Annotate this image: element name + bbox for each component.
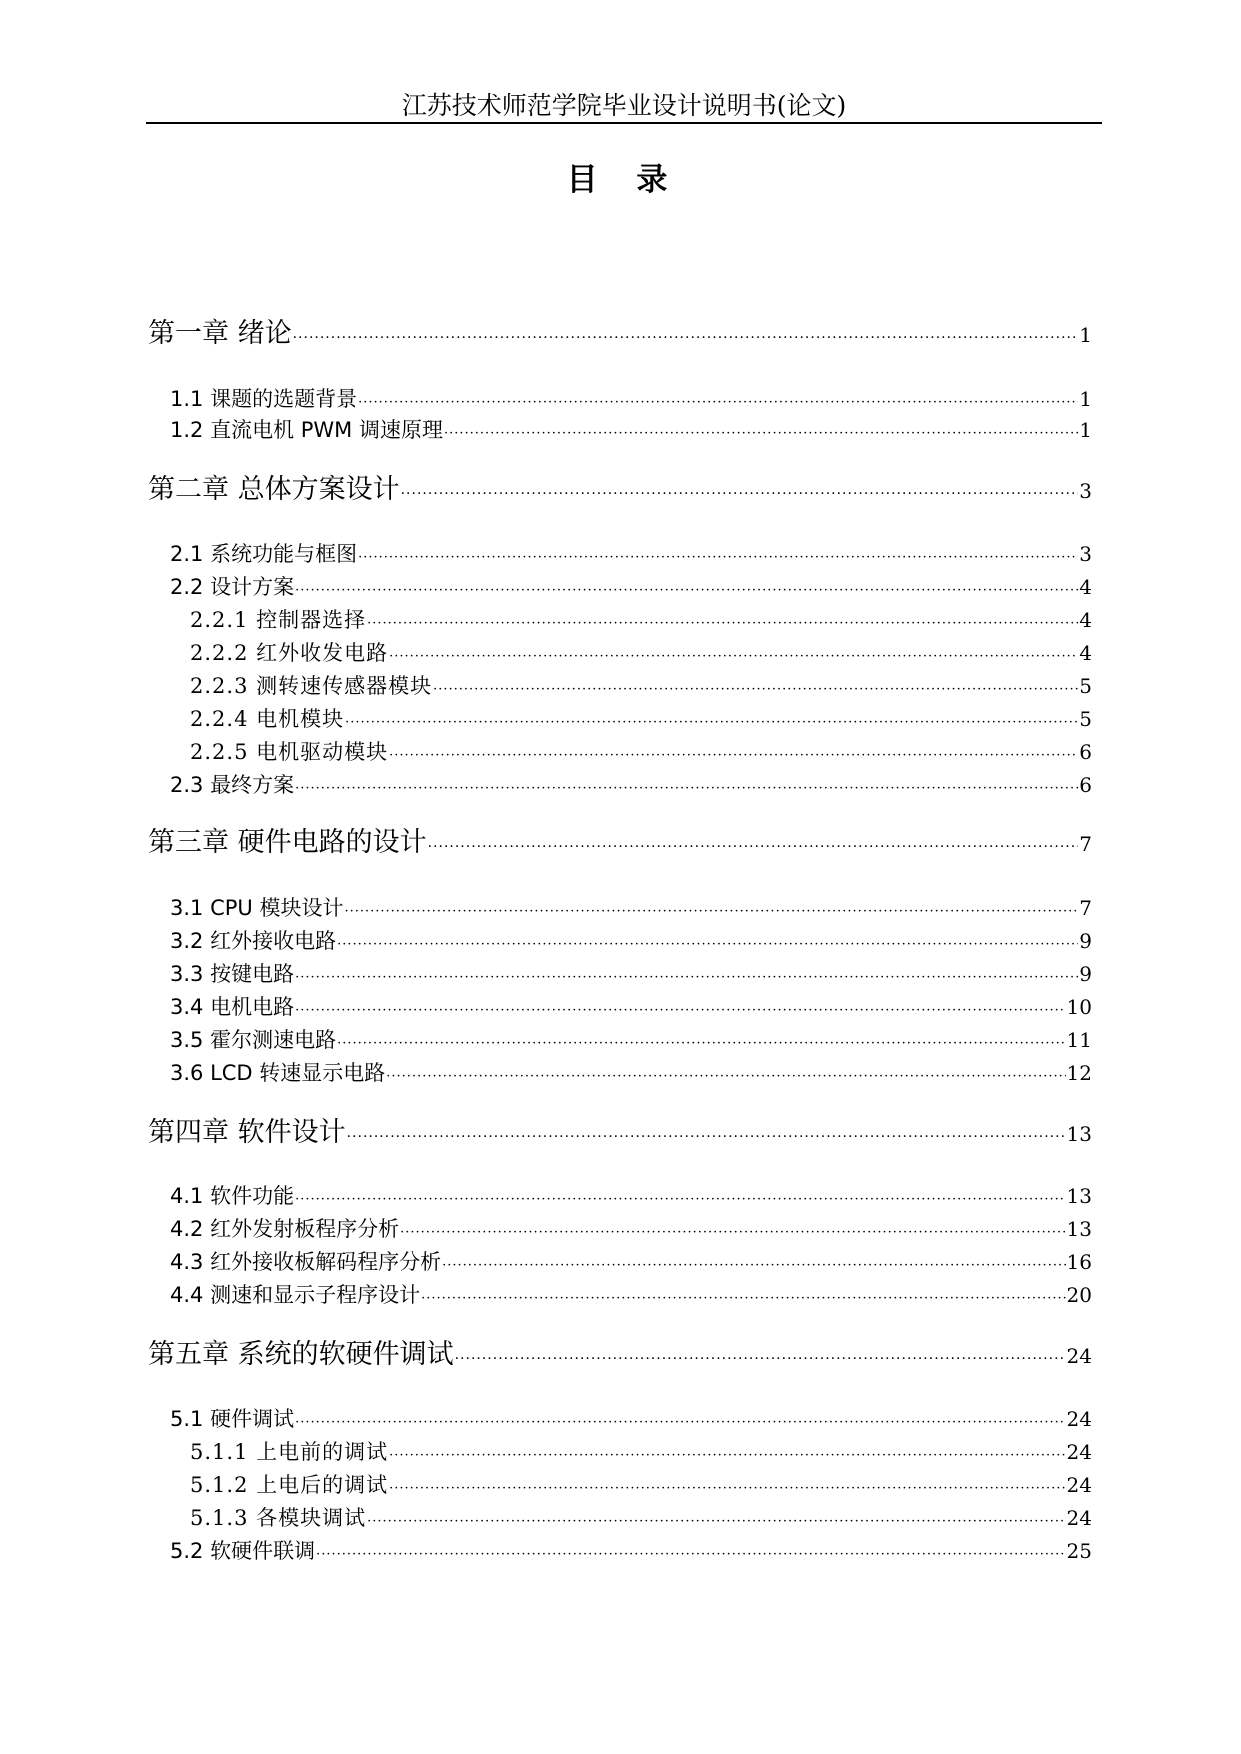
toc-section-5-1[interactable]: [170, 1404, 1092, 1438]
dot-leader: [389, 1474, 1065, 1504]
toc-entry-label: 2.2.2 红外收发电路: [190, 641, 389, 665]
toc-page-number: 3: [1079, 479, 1092, 503]
toc-page-number: 12: [1066, 1061, 1092, 1085]
toc-page-number: 1: [1079, 387, 1092, 411]
toc-entry-label: 3.3 按键电路: [170, 962, 295, 986]
dot-leader: [367, 609, 1078, 639]
toc-subsection-5-1-3[interactable]: [190, 1503, 1092, 1537]
dot-leader: [295, 774, 1078, 804]
toc-section-5-2[interactable]: [170, 1536, 1092, 1570]
toc-entry-label: 2.2 设计方案: [170, 575, 295, 599]
toc-entry-label: 第三章 硬件电路的设计: [148, 827, 427, 858]
toc-page-number: 13: [1066, 1184, 1092, 1208]
toc-entry-label: 5.1.1 上电前的调试: [190, 1440, 389, 1464]
toc-page-number: 9: [1079, 929, 1092, 953]
toc-section-2-3[interactable]: [170, 770, 1092, 804]
toc-entry-label: 5.1 硬件调试: [170, 1407, 295, 1431]
toc-entry-label: 2.2.1 控制器选择: [190, 608, 367, 632]
dot-leader: [295, 1408, 1065, 1438]
toc-page-number: 13: [1066, 1217, 1092, 1241]
toc-page-number: 4: [1079, 608, 1092, 632]
toc-chapter-4[interactable]: [148, 1115, 1092, 1155]
toc-entry-label: 2.3 最终方案: [170, 773, 295, 797]
toc-entry-label: 3.5 霍尔测速电路: [170, 1028, 337, 1052]
dot-leader: [433, 675, 1078, 705]
toc-entry-label: 4.2 红外发射板程序分析: [170, 1217, 400, 1241]
dot-leader: [295, 963, 1078, 993]
toc-entry-label: 4.1 软件功能: [170, 1184, 295, 1208]
toc-page-number: 1: [1079, 418, 1092, 442]
toc-entry-label: 2.2.5 电机驱动模块: [190, 740, 389, 764]
toc-section-4-3[interactable]: [170, 1247, 1092, 1281]
toc-entry-label: 3.4 电机电路: [170, 995, 295, 1019]
dot-leader: [421, 1284, 1065, 1314]
dot-leader: [367, 1507, 1065, 1537]
dot-leader: [295, 1185, 1065, 1215]
toc-page-number: 24: [1066, 1440, 1092, 1464]
toc-subsection-2-2-5[interactable]: [190, 737, 1092, 771]
toc-page-number: 7: [1079, 832, 1092, 856]
dot-leader: [358, 388, 1078, 418]
toc-section-3-1[interactable]: [170, 893, 1092, 927]
dot-leader: [344, 897, 1078, 927]
toc-section-3-3[interactable]: [170, 959, 1092, 993]
dot-leader: [401, 476, 1079, 512]
toc-entry-label: 第二章 总体方案设计: [148, 474, 400, 505]
toc-page-number: 4: [1079, 641, 1092, 665]
toc-page-number: 24: [1066, 1344, 1092, 1368]
dot-leader: [347, 1119, 1066, 1155]
toc-page-number: 11: [1066, 1028, 1092, 1052]
toc-chapter-1[interactable]: [148, 316, 1092, 356]
toc-section-4-2[interactable]: [170, 1214, 1092, 1248]
toc-page-number: 24: [1066, 1473, 1092, 1497]
toc-entry-label: 2.1 系统功能与框图: [170, 542, 358, 566]
toc-page-number: 4: [1079, 575, 1092, 599]
toc-entry-label: 4.3 红外接收板解码程序分析: [170, 1250, 442, 1274]
document-header: 江苏技术师范学院毕业设计说明书(论文): [401, 91, 847, 120]
toc-subsection-2-2-2[interactable]: [190, 638, 1092, 672]
toc-subsection-2-2-1[interactable]: [190, 605, 1092, 639]
toc-page-number: 13: [1066, 1122, 1092, 1146]
toc-section-1-1[interactable]: [170, 384, 1092, 418]
toc-entry-label: 第五章 系统的软硬件调试: [148, 1339, 454, 1370]
toc-chapter-5[interactable]: [148, 1337, 1092, 1377]
dot-leader: [389, 741, 1078, 771]
toc-page-number: 10: [1066, 995, 1092, 1019]
dot-leader: [316, 1540, 1065, 1570]
toc-entry-label: 5.1.2 上电后的调试: [190, 1473, 389, 1497]
dot-leader: [337, 930, 1078, 960]
toc-page-number: 6: [1079, 773, 1092, 797]
dot-leader: [293, 320, 1079, 356]
toc-section-2-2[interactable]: [170, 572, 1092, 606]
dot-leader: [386, 1062, 1065, 1092]
toc-page-number: 16: [1066, 1250, 1092, 1274]
toc-subsection-2-2-4[interactable]: [190, 704, 1092, 738]
toc-entry-label: 5.2 软硬件联调: [170, 1539, 316, 1563]
toc-page-number: 9: [1079, 962, 1092, 986]
toc-section-4-1[interactable]: [170, 1181, 1092, 1215]
toc-entry-label: 第四章 软件设计: [148, 1117, 346, 1148]
toc-chapter-3[interactable]: [148, 825, 1092, 865]
dot-leader: [389, 1441, 1065, 1471]
toc-section-3-5[interactable]: [170, 1025, 1092, 1059]
toc-page-number: 6: [1079, 740, 1092, 764]
toc-entry-label: 2.2.4 电机模块: [190, 707, 345, 731]
toc-chapter-2[interactable]: [148, 472, 1092, 512]
toc-entry-label: 1.2 直流电机 PWM 调速原理: [170, 418, 443, 442]
toc-entry-label: 5.1.3 各模块调试: [190, 1506, 367, 1530]
dot-leader: [455, 1341, 1066, 1377]
toc-page-number: 7: [1079, 896, 1092, 920]
dot-leader: [444, 419, 1078, 449]
toc-page-number: 5: [1079, 674, 1092, 698]
toc-page-number: 3: [1079, 542, 1092, 566]
toc-section-2-1[interactable]: [170, 539, 1092, 573]
toc-subsection-5-1-1[interactable]: [190, 1437, 1092, 1471]
toc-entry-label: 2.2.3 测转速传感器模块: [190, 674, 433, 698]
toc-page-number: 5: [1079, 707, 1092, 731]
toc-section-3-6[interactable]: [170, 1058, 1092, 1092]
toc-section-4-4[interactable]: [170, 1280, 1092, 1314]
dot-leader: [400, 1218, 1065, 1248]
dot-leader: [358, 543, 1078, 573]
toc-page-number: 24: [1066, 1407, 1092, 1431]
dot-leader: [295, 996, 1065, 1026]
toc-page-number: 20: [1066, 1283, 1092, 1307]
dot-leader: [442, 1251, 1065, 1281]
toc-section-1-2[interactable]: [170, 415, 1092, 449]
toc-page-number: 24: [1066, 1506, 1092, 1530]
page-title: 目 录: [566, 162, 682, 198]
toc-entry-label: 3.2 红外接收电路: [170, 929, 337, 953]
toc-section-3-2[interactable]: [170, 926, 1092, 960]
toc-subsection-5-1-2[interactable]: [190, 1470, 1092, 1504]
toc-entry-label: 1.1 课题的选题背景: [170, 387, 358, 411]
toc-entry-label: 4.4 测速和显示子程序设计: [170, 1283, 421, 1307]
toc-entry-label: 第一章 绪论: [148, 318, 292, 349]
toc-entry-label: 3.1 CPU 模块设计: [170, 896, 344, 920]
dot-leader: [337, 1029, 1065, 1059]
toc-subsection-2-2-3[interactable]: [190, 671, 1092, 705]
toc-entry-label: 3.6 LCD 转速显示电路: [170, 1061, 386, 1085]
dot-leader: [389, 642, 1078, 672]
dot-leader: [345, 708, 1078, 738]
toc-page-number: 1: [1079, 323, 1092, 347]
dot-leader: [295, 576, 1078, 606]
toc-section-3-4[interactable]: [170, 992, 1092, 1026]
toc-page-number: 25: [1066, 1539, 1092, 1563]
dot-leader: [428, 829, 1079, 865]
